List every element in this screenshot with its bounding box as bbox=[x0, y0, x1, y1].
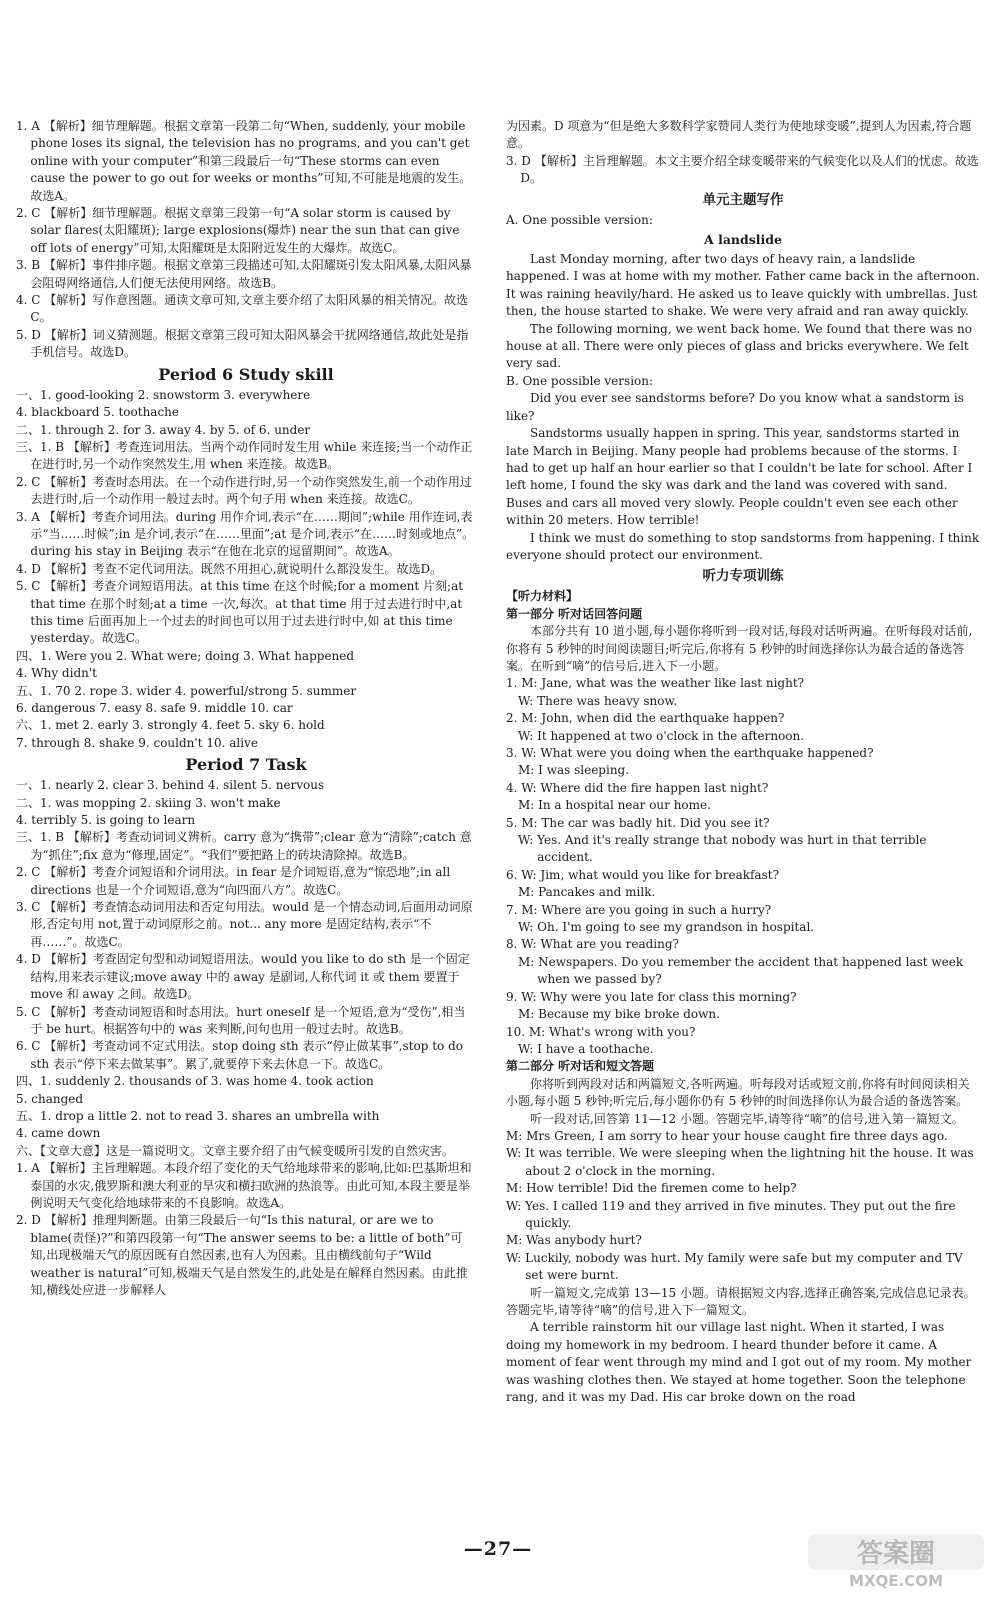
text-line: 4. terribly 5. is going to learn bbox=[16, 813, 196, 828]
text-line: Did you ever see sandstorms before? Do you know what a sandstorm is like? bbox=[506, 391, 964, 423]
text-line: 四、1. suddenly 2. thousands of 3. was home 4. took action bbox=[16, 1074, 374, 1089]
text-line: 7. M: Where are you going in such a hurry? bbox=[506, 902, 772, 917]
left-column bbox=[16, 118, 476, 1299]
text-line: M: Pancakes and milk. bbox=[518, 885, 656, 900]
text-line: 本部分共有 10 道小题,每小题你将听到一段对话,每段对话听两遍。在听每段对话前,你将有 5 秒钟的时间阅读题目;听完后,你将有 5 秒钟的时间选择你认为最合适的备选答案。在听到“嘀”的信号后,进入下一小题。 bbox=[506, 624, 973, 673]
text-line: 二、1. was mopping 2. skiing 3. won't make bbox=[16, 795, 281, 810]
text-line: 5. C 【解析】考查动词短语和时态用法。hurt oneself 是一个短语,意为“受伤”,相当于 be hurt。根据答句中的 was 来判断,问句也用一般过去时。故选B。 bbox=[16, 1004, 466, 1036]
text-line: W: It was terrible. We were sleeping when the lightning hit the house. It was about 2 o'clock in the morning. bbox=[506, 1146, 974, 1178]
text-line: M: Mrs Green, I am sorry to hear your house caught fire three days ago. bbox=[506, 1128, 948, 1143]
text-line: A terrible rainstorm hit our village last night. When it started, I was doing my homework in my bedroom. I heard thunder before it came. A moment of fear went through my mind and I got out of my room. My mother was washing clothes then. We stayed at home together. Soon the telephone rang, and it was my Dad. His car broke down on the road bbox=[506, 1320, 972, 1405]
section-heading: Period 6 Study skill bbox=[158, 364, 334, 384]
text-line: 5. D 【解析】词义猜测题。根据文章第三段可知太阳风暴会干扰网络通信,故此处是指手机信号。故选D。 bbox=[16, 327, 469, 360]
text-line: 你将听到两段对话和两篇短文,各听两遍。听每段对话或短文前,你将有时间阅读相关小题,每小题 5 秒钟;听完后,每小题你仍有 5 秒钟的时间选择你认为最合适的备选答案。 bbox=[506, 1076, 970, 1109]
text-line: 4. W: Where did the fire happen last night? bbox=[506, 780, 769, 795]
text-line: 4. blackboard 5. toothache bbox=[16, 405, 180, 420]
section-heading: A landslide bbox=[704, 232, 782, 248]
text-line: B. One possible version: bbox=[506, 373, 654, 388]
watermark-url: MXQE.COM bbox=[849, 1572, 943, 1590]
text-line: 第一部分 听对话回答问题 bbox=[506, 606, 643, 621]
text-line: 听一段对话,回答第 11—12 小题。答题完毕,请等待“嘀”的信号,进入第一篇短文。 bbox=[530, 1111, 964, 1126]
text-line: 【听力材料】 bbox=[506, 589, 579, 604]
page-number: —27— bbox=[463, 1538, 533, 1560]
text-line: 7. through 8. shake 9. couldn't 10. alive bbox=[16, 735, 258, 750]
text-line: 三、1. B 【解析】考查连词用法。当两个动作同时发生用 while 来连接;当一个动作正在进行时,另一个动作突然发生,用 when 来连接。故选B。 bbox=[16, 439, 473, 472]
text-line: 五、1. 70 2. rope 3. wider 4. powerful/strong 5. summer bbox=[16, 683, 357, 698]
text-line: M: Because my bike broke down. bbox=[518, 1007, 720, 1022]
text-line: 三、1. B 【解析】考查动词词义辨析。carry 意为“携带”;clear 意为“清除”;catch 意为“抓住”;fix 意为“修理,固定”。“我们”要把路上的砖块清除掉。故选B。 bbox=[16, 830, 472, 862]
text-line: W: Yes. I called 119 and they arrived in five minutes. They put out the fire quickly. bbox=[506, 1198, 956, 1230]
text-line: 3. D 【解析】主旨理解题。本文主要介绍全球变暖带来的气候变化以及人们的忧虑。故选D。 bbox=[506, 153, 979, 186]
text-line: The following morning, we went back home. We found that there was no house at all. There were only pieces of glass and bricks everywhere. We felt very sad. bbox=[506, 321, 973, 371]
text-line: A. One possible version: bbox=[506, 212, 653, 227]
text-line: M: I was sleeping. bbox=[518, 763, 630, 778]
text-line: 2. C 【解析】考查介词短语和介词用法。in fear 是介词短语,意为“惊恐地”;in all directions 也是一个介词短语,意为“向四面八方”。故选C。 bbox=[16, 865, 451, 897]
text-line: 一、1. nearly 2. clear 3. behind 4. silent 5. nervous bbox=[16, 778, 325, 793]
text-line: W: It happened at two o'clock in the afternoon. bbox=[518, 728, 805, 743]
text-line: 5. M: The car was badly hit. Did you see it? bbox=[506, 815, 770, 830]
text-line: 四、1. Were you 2. What were; doing 3. What happened bbox=[16, 648, 355, 663]
text-line: 一、1. good-looking 2. snowstorm 3. everywhere bbox=[16, 387, 311, 402]
text-line: W: Luckily, nobody was hurt. My family were safe but my computer and TV set were burnt. bbox=[506, 1250, 963, 1283]
text-line: 1. A 【解析】主旨理解题。本段介绍了变化的天气给地球带来的影响,比如:巴基斯坦和泰国的水灾,俄罗斯和澳大利亚的旱灾和横扫欧洲的热浪等。由此可知,本段主要是举例说明天气变化给地球带来的不良影响。故选A。 bbox=[16, 1161, 472, 1210]
text-line: 2. M: John, when did the earthquake happen? bbox=[506, 711, 785, 726]
text-line: 4. C 【解析】写作意图题。通读文章可知,文章主要介绍了太阳风暴的相关情况。故选C。 bbox=[16, 293, 469, 325]
text-line: 听一篇短文,完成第 13—15 小题。请根据短文内容,选择正确答案,完成信息记录表。答题完毕,请等待“嘀”的信号,进入下一篇短文。 bbox=[506, 1285, 976, 1317]
text-line: 6. W: Jim, what would you like for breakfast? bbox=[506, 867, 779, 882]
text-line: Last Monday morning, after two days of heavy rain, a landslide happened. I was at home with my mother. Father came back in the afternoon. It was raining heavily/hard. He asked us to leave quickly with umbrellas. Just then, the house started to shake. We were very afraid and ran away quickly. bbox=[506, 252, 980, 319]
text-line: W: Oh. I'm going to see my grandson in hospital. bbox=[518, 920, 815, 935]
text-line: 5. C 【解析】考查介词短语用法。at this time 在这个时候;for a moment 片刻;at that time 在那个时刻;at a time 一次,每次。at that time 用于过去进行时中,at this time 后面再加上一个过去的时间也可以用于过去进行时中,如 at this time yesterday。故选C。 bbox=[16, 579, 464, 646]
text-line: 2. C 【解析】考查时态用法。在一个动作进行时,另一个动作突然发生,前一个动作用过去进行时,后一个动作用一般过去时。两个句子用 when 来连接。故选C。 bbox=[16, 474, 472, 507]
section-heading: 单元主题写作 bbox=[702, 191, 784, 208]
text-line: I think we must do something to stop sandstorms from happening. I think everyone should protect our environment. bbox=[506, 530, 980, 562]
text-line: Sandstorms usually happen in spring. This year, sandstorms started in late March in Beijing. Many people had problems because of the storms. I had to get up half an hour earlier so that I couldn't be late for school. After I left home, I found the sky was dark and the land was covered with sand. Buses and cars all moved very slowly. People couldn't even see each other within 20 meters. How terrible! bbox=[506, 426, 973, 528]
text-line: W: I have a toothache. bbox=[518, 1041, 654, 1056]
watermark-text: 答案圈 bbox=[856, 1539, 936, 1569]
text-line: M: Was anybody hurt? bbox=[506, 1233, 642, 1248]
text-line: 1. M: Jane, what was the weather like last night? bbox=[506, 676, 805, 691]
text-line: M: In a hospital near our home. bbox=[518, 798, 711, 813]
text-line: 六、1. met 2. early 3. strongly 4. feet 5. sky 6. hold bbox=[16, 718, 325, 733]
text-line: M: How terrible! Did the firemen come to help? bbox=[506, 1181, 797, 1196]
text-line: 2. C 【解析】细节理解题。根据文章第三段第一句“A solar storm is caused by solar flares(太阳耀斑); large explosions(爆炸) near the sun that can give off lots of energy”可知,太阳耀斑是太阳附近发生的大爆炸。故选C。 bbox=[16, 206, 460, 255]
text-line: 五、1. drop a little 2. not to read 3. shares an umbrella with bbox=[16, 1108, 380, 1123]
watermark-logo bbox=[806, 1530, 986, 1592]
section-heading: 听力专项训练 bbox=[702, 568, 784, 585]
text-line: 第二部分 听对话和短文答题 bbox=[506, 1059, 655, 1074]
text-line: 2. D 【解析】推理判断题。由第三段最后一句“Is this natural, or are we to blame(责怪)?”和第四段第一句“The answer seems to be: a little of both”可知,出现极端天气的原因既有自然因素,也有人为因素。且由横线前句子“Wild weather is natural”可知,极端天气是自然发生的,此处是在解释自然因素。由此推知,横线处应进一步解释人 bbox=[16, 1213, 468, 1297]
text-line: 3. A 【解析】考查介词用法。during 用作介词,表示“在……期间”;while 用作连词,表示“当……时候”;in 是介词,表示“在……里面”;at 是介词,表示“在……时刻或地点”。during his stay in Beijing 表示“在他在北京的逗留期间”。故选A。 bbox=[16, 509, 475, 559]
right-column bbox=[506, 118, 980, 1406]
text-line: 4. Why didn't bbox=[16, 666, 97, 681]
text-line: 10. M: What's wrong with you? bbox=[506, 1024, 696, 1039]
text-line: 3. W: What were you doing when the earthquake happened? bbox=[506, 746, 874, 760]
text-line: 4. D 【解析】考查不定代词用法。既然不用担心,就说明什么都没发生。故选D。 bbox=[16, 561, 443, 576]
text-line: 4. D 【解析】考查固定句型和动词短语用法。would you like to do sth 是一个固定结构,用来表示建议;move away 中的 away 是副词,人称代词 it 或 them 要置于 move 和 away 之间。故选D。 bbox=[16, 952, 470, 1002]
text-line: M: Newspapers. Do you remember the accident that happened last week when we passed by? bbox=[518, 954, 964, 987]
text-line: 1. A 【解析】细节理解题。根据文章第一段第二句“When, suddenly, your mobile phone loses its signal, the television has no programs, and you can't get online with your computer”和第三段最后一句“These storms can even cause the power to go out for weeks or months”可知,不可能是地震的发生。故选A。 bbox=[16, 119, 472, 203]
text-line: W: There was heavy snow. bbox=[518, 693, 678, 708]
text-line: 为因素。D 项意为“但是绝大多数科学家赞同人类行为使地球变暖”,提到人为因素,符合题意。 bbox=[506, 119, 972, 151]
text-line: 六、【文章大意】这是一篇说明文。文章主要介绍了由气候变暖所引发的自然灾害。 bbox=[16, 1143, 455, 1158]
text-line: 8. W: What are you reading? bbox=[506, 937, 679, 952]
text-line: 9. W: Why were you late for class this morning? bbox=[506, 989, 797, 1004]
text-line: 6. dangerous 7. easy 8. safe 9. middle 10. car bbox=[16, 701, 293, 715]
text-line: 6. C 【解析】考查动词不定式用法。stop doing sth 表示“停止做某事”,stop to do sth 表示“停下来去做某事”。累了,就要停下来去休息一下。故选C。 bbox=[16, 1039, 464, 1071]
text-line: 4. came down bbox=[16, 1126, 101, 1141]
text-line: 5. changed bbox=[16, 1091, 84, 1106]
section-heading: Period 7 Task bbox=[185, 755, 307, 775]
text-line: W: Yes. And it's really strange that nobody was hurt in that terrible accident. bbox=[518, 833, 927, 865]
text-line: 3. C 【解析】考查情态动词用法和否定句用法。would 是一个情态动词,后面用动词原形,否定句用 not,置于动词原形之前。not... any more 是固定结构,表示“不再……”。故选C。 bbox=[16, 900, 473, 949]
text-line: 二、1. through 2. for 3. away 4. by 5. of 6. under bbox=[16, 422, 311, 437]
text-line: 3. B 【解析】事件排序题。根据文章第三段描述可知,太阳耀斑引发太阳风暴,太阳风暴会阻碍网络通信,人们便无法使用网络。故选B。 bbox=[16, 258, 472, 290]
